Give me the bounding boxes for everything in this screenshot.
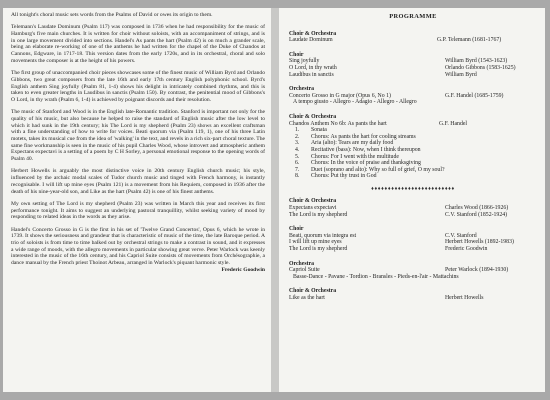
section-telemann (289, 31, 537, 44)
section-handel-concerto (289, 86, 537, 106)
movement: 4. Recitative (bass): Now, when I think thereupon (295, 146, 421, 153)
notes-paragraph: The first group of unaccompanied choir pieces showcases some of the finest music of William Byrd and Orlando Gibbons, two great composers from the late 16th and early 17th century English polyphonic school. Byrd's English anthem Sing joyfully (Psalm 81, 1-4) shows his delight in intricately combined rhythms, and this is taken to even greater lengths in Laudibus in sanctis (Psalm 150). By contrast, the penitential mood of Gibbons's O Lord, in thy wrath (Psalm 6, 1-4) is achieved by poignant discords and their resolution. (11, 70, 265, 103)
movement: 6. Chorus: In the voice of praise and thanksgiving (295, 160, 421, 167)
composer: Charles Wood (1866-1926) (445, 205, 509, 212)
work-title: Concerto Grosso in G major (Opus 6, No 1) (289, 92, 391, 99)
work-title: Laudibus in sanctis (289, 71, 334, 78)
work-title: The Lord is my shepherd (289, 211, 348, 218)
work-title: The Lord is my shepherd (289, 246, 348, 253)
composer: C.V. Stanford (445, 232, 477, 239)
dance-movements: Basse-Dance - Pavane - Tordion - Bransles - Pieds-en-l'air - Mattachins (293, 273, 459, 280)
composer: G.F. Handel (1685-1759) (445, 92, 504, 99)
section-heading: Choir (289, 51, 304, 58)
work-title: Capriol Suite (289, 267, 320, 274)
section-byrd-gibbons (289, 52, 537, 78)
section-heading: Choir (289, 226, 304, 233)
section-chandos-anthem (289, 114, 537, 180)
movement: 1. Sonata (295, 127, 327, 134)
section-heading: Choir & Orchestra (289, 30, 337, 37)
section-heading: Choir & Orchestra (289, 113, 337, 120)
composer: G.F. Handel (439, 120, 468, 127)
section-howells (289, 288, 537, 301)
composer: G.P. Telemann (1681-1767) (437, 37, 502, 44)
work-title: Like as the hart (289, 295, 325, 301)
movement: 8. Chorus: Put thy trust in God (295, 173, 377, 180)
notes-paragraph: Herbert Howells is arguably the most distinctive voice in 20th century English church music; his style, influenced by the archaic modal scales of Tudor church music and tinged with French harmony, is instantly recognisable. I will lift up mine eyes (Psalm 121) is a movement from his Requiem, composed in 1936 after the death of his nine-year-old son, and Like as the hart (Psalm 42) is one of his finest anthems. (11, 168, 265, 195)
work-title: Chandos Anthem No 6b: As pants the hart (289, 120, 387, 127)
section-heading: Orchestra (289, 86, 315, 93)
work-title: I will lift up mine eyes (289, 239, 342, 246)
movement: 5. Chorus: For I went with the multitude (295, 153, 399, 160)
movement: 2. Chorus: As pants the hart for cooling streams (295, 133, 416, 140)
notes-paragraph: Telemann's Laudate Dominum (Psalm 117) was composed in 1736 when he had responsibility for the music of Hamburg's five main churches. It is written for choir without soloists, with an accompaniment of strings, and is in one large movement divided into sections. Handel's As pants the hart (Psalm 42) is on much a grander scale, being an elaborate re-working of one of the anthems he had written for the chapel of the Duke of Chandos at Cannons, Edgware, in 1717-18. This version dates from the early 1720s, and in its orchestral, choral and solo movements the composer is at the height of his powers. (11, 24, 265, 64)
work-title: Expectans expectavi (289, 205, 337, 212)
section-stanford-howells-goodwin (289, 226, 537, 252)
composer: William Byrd (1543-1623) (445, 58, 508, 65)
composer: William Byrd (445, 71, 477, 78)
work-title: Laudate Dominum (289, 37, 333, 44)
programme-notes (11, 12, 265, 273)
movement: 7. Duet (soprano and alto): Why so full of grief, O my soul? (295, 166, 445, 173)
composer: Orlando Gibbons (1583-1625) (445, 64, 516, 71)
programme-list (289, 14, 537, 308)
work-title: Sing joyfully (289, 58, 320, 65)
work-title: Beati, quorum via integra est (289, 232, 357, 239)
notes-signature: Frederic Goodwin (221, 266, 265, 273)
section-warlock (289, 261, 537, 281)
movement: 3. Aria (alto): Tears are my daily food (295, 140, 394, 147)
notes-paragraph: All tonight's choral music sets words from the Psalms of David or owes its origin to them. (11, 12, 213, 18)
section-heading: Choir & Orchestra (289, 288, 337, 295)
work-title: O Lord, in thy wrath (289, 64, 337, 71)
programme-title: PROGRAMME (389, 13, 437, 20)
interval-divider: ♦♦♦♦♦♦♦♦♦♦♦♦♦♦♦♦♦♦♦♦♦♦♦♦♦ (371, 185, 455, 192)
notes-paragraph: The music of Stanford and Wood is in the English late-Romantic tradition. Stanford is important not only for the quality of his music, but also because he helped to raise the standard of English music after the low level to which it had sunk in the 19th century; his The Lord is my shepherd (Psalm 23) shows an excellent craftsman with a fine understanding of how to write for voices. Beati quorum via (Psalm 119, 1), one of his three Latin motets, takes its musical cue from the idea of 'walking' in the text, and revels in a rich six-part choral texture. The same fine workmanship is seen in the music of his pupil Charles Wood, whose introvert and atmospheric anthem Expectans expectavi is a setting of a poem by C H Sorley, a personal emotional response to the opening words of Psalm 40. (11, 109, 265, 163)
section-heading: Choir & Orchestra (289, 198, 337, 205)
composer: C.V. Stanford (1852-1924) (445, 211, 508, 218)
composer: Herbert Howells (445, 295, 484, 301)
left-page-notes (3, 8, 271, 392)
notes-paragraph: Handel's Concerto Grosso in G is the first in his set of 'Twelve Grand Concertos', Opus 6, which he wrote in 1739. It shows the seriousness and grandeur that is characteristic of music of the time, the late Baroque period. A trio of soloists is from time to time balked out by orchestral strings to make a contrast in sound, and it expresses a wide range of moods, with the allegro movements in particular showing great verve. Peter Warlock was keenly interested in the music of the 16th century, and his Capriol Suite consists of movements from Orchésographie, a dance manual by the French priest Thoinot Arbeau, arranged in Warlock's piquant harmonic style. (11, 226, 265, 267)
right-page-programme (279, 8, 545, 392)
section-heading: Orchestra (289, 260, 315, 267)
composer: Herbert Howells (1892-1983) (445, 239, 514, 246)
composer: Peter Warlock (1894-1930) (445, 267, 509, 274)
composer: Frederic Goodwin (445, 246, 488, 253)
page-fold (271, 8, 279, 392)
tempo-markings: A tempo giusto - Allegro - Adagio - Allegro - Allegro (293, 99, 417, 106)
section-wood-stanford (289, 198, 537, 218)
notes-paragraph: My own setting of The Lord is my shepherd (Psalm 23) was written in March this year and receives its first performance tonight. It aims to suggest an underlying pastoral tranquillity, whilst seeking variety of mood by responding to related ideas in the words as they arise. (11, 200, 265, 221)
